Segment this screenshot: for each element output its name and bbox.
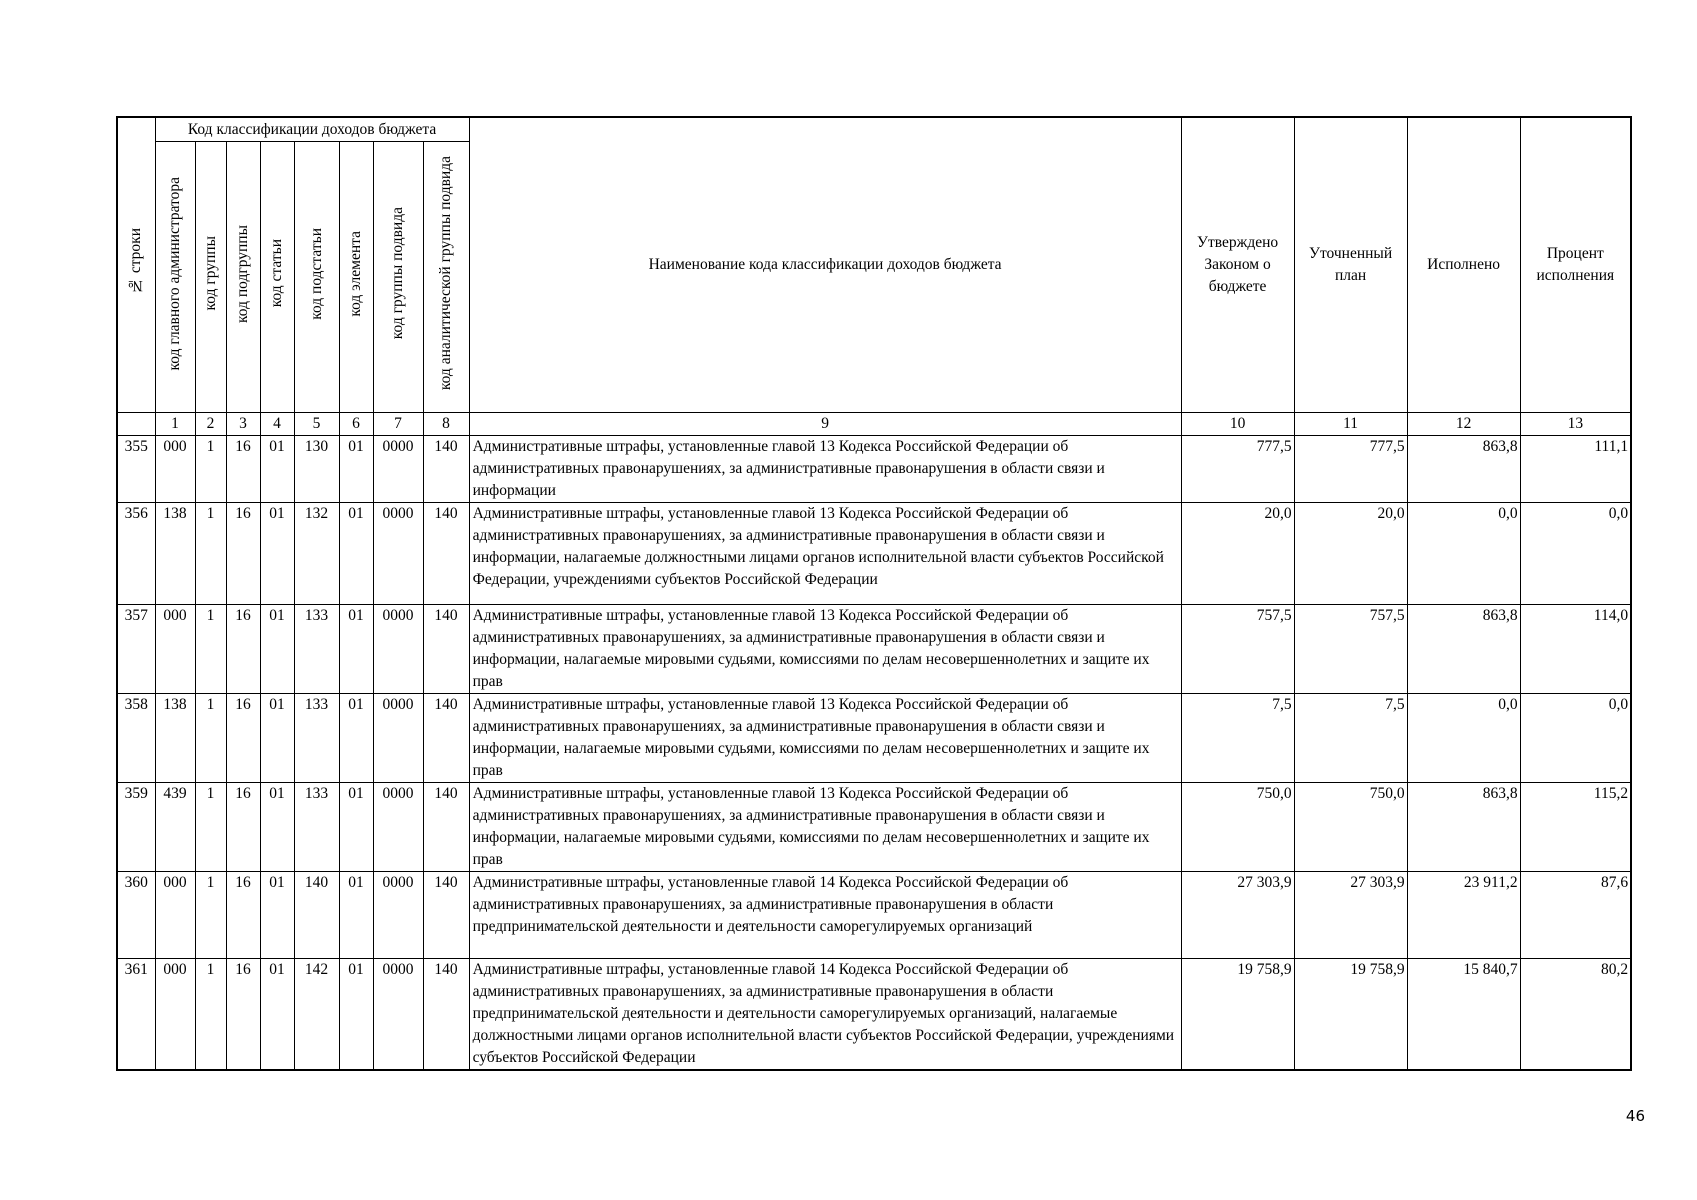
executed-amount-cell: 0,0 <box>1407 503 1520 605</box>
subtype-group-code-cell: 0000 <box>373 872 423 959</box>
name-cell: Административные штрафы, установленные главой 13 Кодекса Российской Федерации об административных правонарушениях, за административные правонарушения в области связи и информации, налагаемые мировыми судьями, комиссиями по делам несовершеннолетних и защите их прав <box>469 694 1181 783</box>
article-code-cell: 01 <box>260 436 294 503</box>
subarticle-code-cell: 133 <box>294 694 339 783</box>
header-refined: Уточненный план <box>1294 117 1407 413</box>
element-code-cell: 01 <box>339 694 373 783</box>
name-cell: Административные штрафы, установленные главой 13 Кодекса Российской Федерации об административных правонарушениях, за административные правонарушения в области связи и информации, налагаемые должностными лицами органов исполнительной власти субъектов Российской Федерации, учреждениями субъектов Российской Федерации <box>469 503 1181 605</box>
row-no-cell: 355 <box>117 436 155 503</box>
article-code-cell: 01 <box>260 694 294 783</box>
article-code-cell: 01 <box>260 783 294 872</box>
header-code-subtype-group: код группы подвида <box>373 142 423 413</box>
analytic-code-cell: 140 <box>423 783 469 872</box>
name-cell: Административные штрафы, установленные главой 13 Кодекса Российской Федерации об административных правонарушениях, за административные правонарушения в области связи и информации <box>469 436 1181 503</box>
refined-amount-cell: 7,5 <box>1294 694 1407 783</box>
analytic-code-cell: 140 <box>423 503 469 605</box>
subgroup-code-cell: 16 <box>226 605 260 694</box>
column-number-cell: 5 <box>294 413 339 436</box>
header-code-analytic: код аналитической группы подвида <box>423 142 469 413</box>
element-code-cell: 01 <box>339 959 373 1071</box>
table-row <box>117 872 1631 959</box>
row-no-cell: 360 <box>117 872 155 959</box>
table-row <box>117 436 1631 503</box>
refined-amount-cell: 750,0 <box>1294 783 1407 872</box>
table-row <box>117 694 1631 783</box>
column-number-cell: 12 <box>1407 413 1520 436</box>
element-code-cell: 01 <box>339 503 373 605</box>
element-code-cell: 01 <box>339 872 373 959</box>
row-no-cell: 359 <box>117 783 155 872</box>
subgroup-code-cell: 16 <box>226 783 260 872</box>
subarticle-code-cell: 140 <box>294 872 339 959</box>
group-code-cell: 1 <box>195 503 226 605</box>
admin-code-cell: 138 <box>155 503 195 605</box>
column-number-cell: 6 <box>339 413 373 436</box>
approved-amount-cell: 20,0 <box>1181 503 1294 605</box>
refined-amount-cell: 777,5 <box>1294 436 1407 503</box>
article-code-cell: 01 <box>260 605 294 694</box>
approved-amount-cell: 757,5 <box>1181 605 1294 694</box>
group-code-cell: 1 <box>195 959 226 1071</box>
approved-amount-cell: 777,5 <box>1181 436 1294 503</box>
group-code-cell: 1 <box>195 436 226 503</box>
column-number-cell: 13 <box>1520 413 1631 436</box>
column-number-cell: 2 <box>195 413 226 436</box>
executed-amount-cell: 23 911,2 <box>1407 872 1520 959</box>
header-executed: Исполнено <box>1407 117 1520 413</box>
element-code-cell: 01 <box>339 783 373 872</box>
header-code-admin: код главного администратора <box>155 142 195 413</box>
group-code-cell: 1 <box>195 783 226 872</box>
header-name: Наименование кода классификации доходов бюджета <box>469 117 1181 413</box>
article-code-cell: 01 <box>260 959 294 1071</box>
header-percent: Процент исполнения <box>1520 117 1631 413</box>
admin-code-cell: 138 <box>155 694 195 783</box>
admin-code-cell: 000 <box>155 436 195 503</box>
percent-cell: 0,0 <box>1520 694 1631 783</box>
subgroup-code-cell: 16 <box>226 959 260 1071</box>
header-approved: Утверждено Законом о бюджете <box>1181 117 1294 413</box>
admin-code-cell: 000 <box>155 605 195 694</box>
percent-cell: 114,0 <box>1520 605 1631 694</box>
budget-revenue-table <box>116 116 1632 1071</box>
approved-amount-cell: 27 303,9 <box>1181 872 1294 959</box>
article-code-cell: 01 <box>260 872 294 959</box>
approved-amount-cell: 750,0 <box>1181 783 1294 872</box>
group-code-cell: 1 <box>195 872 226 959</box>
subgroup-code-cell: 16 <box>226 872 260 959</box>
subgroup-code-cell: 16 <box>226 503 260 605</box>
column-number-cell: 11 <box>1294 413 1407 436</box>
admin-code-cell: 439 <box>155 783 195 872</box>
header-code-element: код элемента <box>339 142 373 413</box>
header-classification-group: Код классификации доходов бюджета <box>155 117 469 142</box>
column-number-cell: 3 <box>226 413 260 436</box>
executed-amount-cell: 15 840,7 <box>1407 959 1520 1071</box>
column-number-cell <box>117 413 155 436</box>
subgroup-code-cell: 16 <box>226 436 260 503</box>
column-number-cell: 7 <box>373 413 423 436</box>
subgroup-code-cell: 16 <box>226 694 260 783</box>
column-number-cell: 9 <box>469 413 1181 436</box>
analytic-code-cell: 140 <box>423 872 469 959</box>
analytic-code-cell: 140 <box>423 959 469 1071</box>
refined-amount-cell: 20,0 <box>1294 503 1407 605</box>
executed-amount-cell: 0,0 <box>1407 694 1520 783</box>
subtype-group-code-cell: 0000 <box>373 436 423 503</box>
analytic-code-cell: 140 <box>423 694 469 783</box>
subarticle-code-cell: 130 <box>294 436 339 503</box>
header-code-subgroup: код подгруппы <box>226 142 260 413</box>
row-no-cell: 361 <box>117 959 155 1071</box>
name-cell: Административные штрафы, установленные главой 14 Кодекса Российской Федерации об административных правонарушениях, за административные правонарушения в области предпринимательской деятельности и деятельности саморегулируемых организаций, налагаемые должностными лицами органов исполнительной власти субъектов Российской Федерации, учреждениями субъектов Российской Федерации <box>469 959 1181 1071</box>
subarticle-code-cell: 133 <box>294 783 339 872</box>
percent-cell: 80,2 <box>1520 959 1631 1071</box>
analytic-code-cell: 140 <box>423 605 469 694</box>
subtype-group-code-cell: 0000 <box>373 783 423 872</box>
header-code-group: код группы <box>195 142 226 413</box>
subarticle-code-cell: 132 <box>294 503 339 605</box>
executed-amount-cell: 863,8 <box>1407 783 1520 872</box>
analytic-code-cell: 140 <box>423 436 469 503</box>
table-row <box>117 503 1631 605</box>
percent-cell: 111,1 <box>1520 436 1631 503</box>
name-cell: Административные штрафы, установленные главой 13 Кодекса Российской Федерации об административных правонарушениях, за административные правонарушения в области связи и информации, налагаемые мировыми судьями, комиссиями по делам несовершеннолетних и защите их прав <box>469 783 1181 872</box>
column-number-cell: 10 <box>1181 413 1294 436</box>
percent-cell: 0,0 <box>1520 503 1631 605</box>
refined-amount-cell: 27 303,9 <box>1294 872 1407 959</box>
row-no-cell: 356 <box>117 503 155 605</box>
header-code-subarticle: код подстатьи <box>294 142 339 413</box>
column-number-cell: 8 <box>423 413 469 436</box>
subarticle-code-cell: 142 <box>294 959 339 1071</box>
approved-amount-cell: 7,5 <box>1181 694 1294 783</box>
header-row-no: № строки <box>117 117 155 413</box>
approved-amount-cell: 19 758,9 <box>1181 959 1294 1071</box>
executed-amount-cell: 863,8 <box>1407 605 1520 694</box>
name-cell: Административные штрафы, установленные главой 13 Кодекса Российской Федерации об административных правонарушениях, за административные правонарушения в области связи и информации, налагаемые мировыми судьями, комиссиями по делам несовершеннолетних и защите их прав <box>469 605 1181 694</box>
header-code-article: код статьи <box>260 142 294 413</box>
element-code-cell: 01 <box>339 605 373 694</box>
table-row <box>117 783 1631 872</box>
column-number-cell: 4 <box>260 413 294 436</box>
column-number-row <box>117 413 1631 436</box>
admin-code-cell: 000 <box>155 872 195 959</box>
refined-amount-cell: 19 758,9 <box>1294 959 1407 1071</box>
subtype-group-code-cell: 0000 <box>373 959 423 1071</box>
group-code-cell: 1 <box>195 694 226 783</box>
refined-amount-cell: 757,5 <box>1294 605 1407 694</box>
table-row <box>117 959 1631 1071</box>
percent-cell: 87,6 <box>1520 872 1631 959</box>
percent-cell: 115,2 <box>1520 783 1631 872</box>
table-row <box>117 605 1631 694</box>
column-number-cell: 1 <box>155 413 195 436</box>
subtype-group-code-cell: 0000 <box>373 694 423 783</box>
group-code-cell: 1 <box>195 605 226 694</box>
subtype-group-code-cell: 0000 <box>373 503 423 605</box>
executed-amount-cell: 863,8 <box>1407 436 1520 503</box>
subtype-group-code-cell: 0000 <box>373 605 423 694</box>
name-cell: Административные штрафы, установленные главой 14 Кодекса Российской Федерации об административных правонарушениях, за административные правонарушения в области предпринимательской деятельности и деятельности саморегулируемых организаций <box>469 872 1181 959</box>
page-number: 46 <box>1625 1107 1645 1125</box>
subarticle-code-cell: 133 <box>294 605 339 694</box>
admin-code-cell: 000 <box>155 959 195 1071</box>
article-code-cell: 01 <box>260 503 294 605</box>
row-no-cell: 358 <box>117 694 155 783</box>
element-code-cell: 01 <box>339 436 373 503</box>
row-no-cell: 357 <box>117 605 155 694</box>
